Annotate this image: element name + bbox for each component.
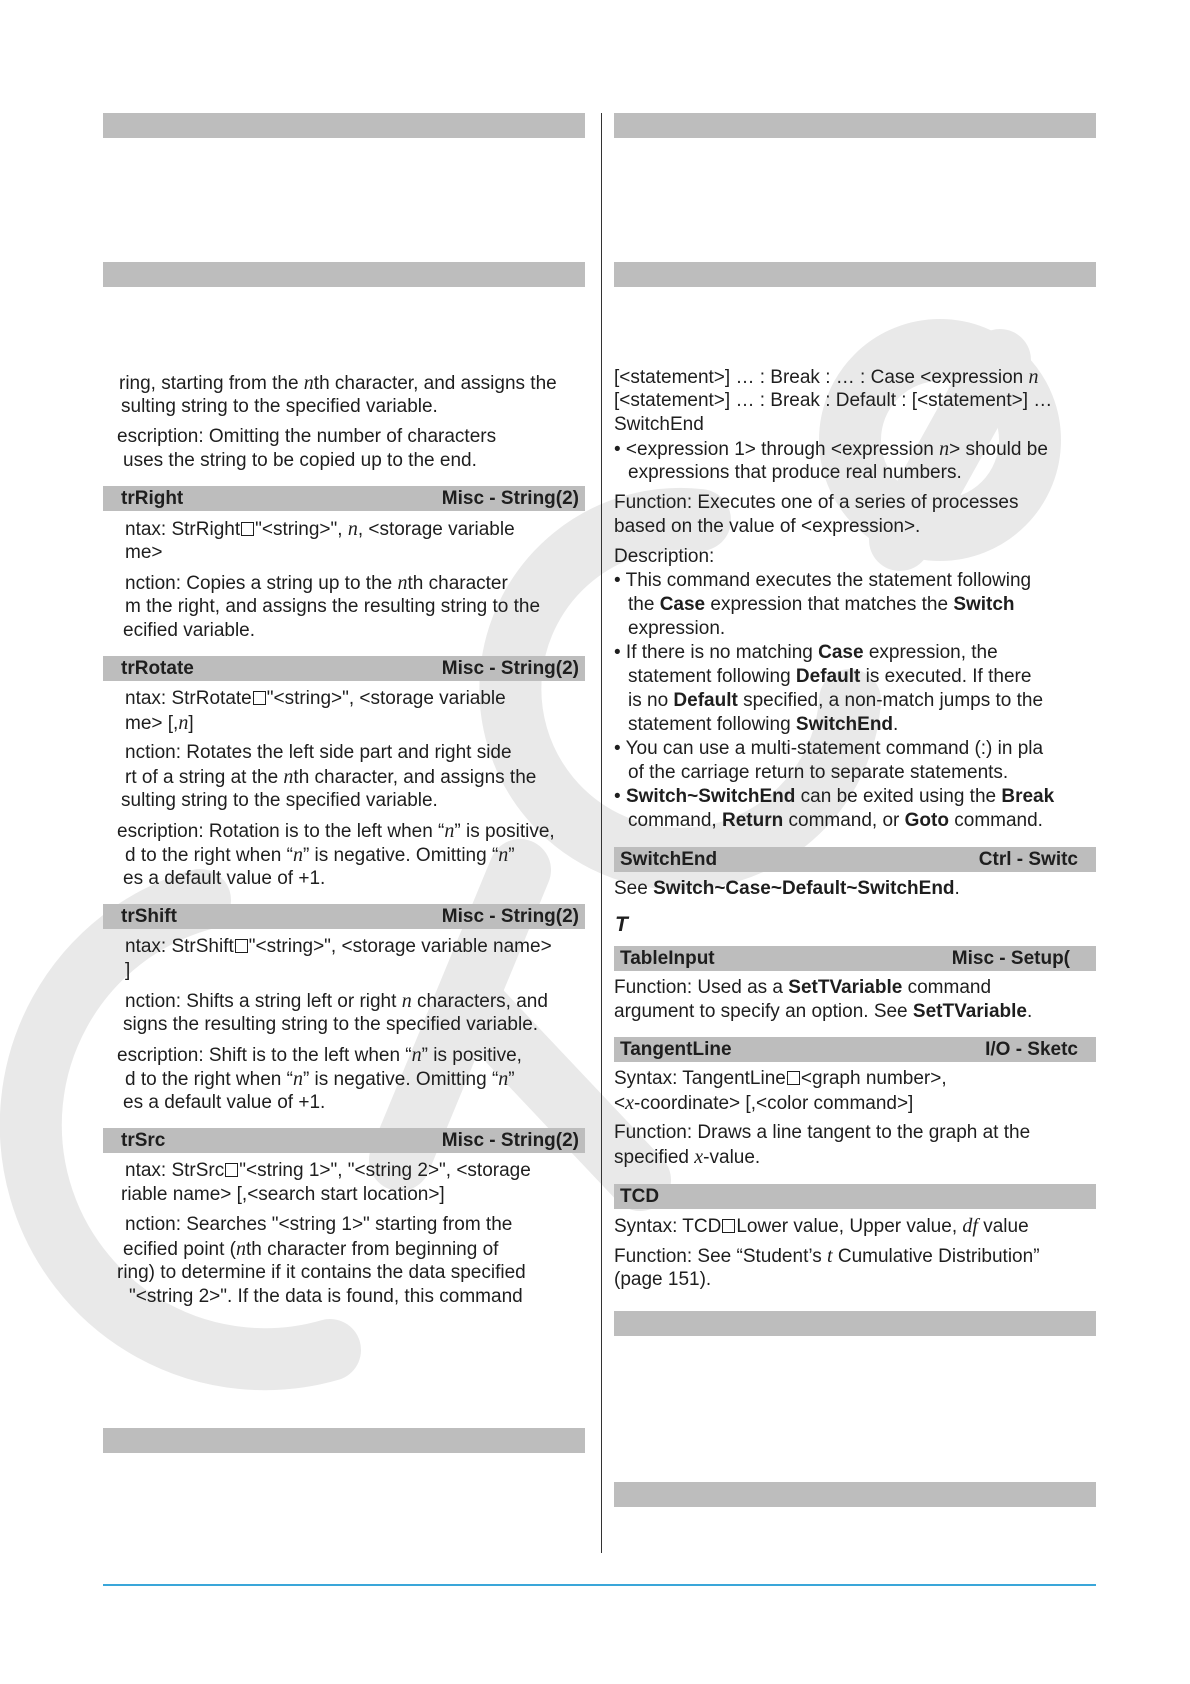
section-letter: T xyxy=(615,913,628,936)
function-line: ring) to determine if it contains the data specified xyxy=(117,1262,526,1283)
command-category: Misc - String(2) xyxy=(441,1130,579,1151)
function-line: Function: Executes one of a series of processes xyxy=(614,492,1019,513)
description-line: es a default value of +1. xyxy=(123,868,326,889)
syntax-line: ntax: StrShift "<string>", <storage variable name> xyxy=(125,936,552,957)
command-header-tcd xyxy=(614,1184,1096,1209)
bullet-line: • Switch~SwitchEnd can be exited using the Break xyxy=(614,786,1055,807)
body-line: sulting string to the specified variable. xyxy=(121,396,438,417)
command-name: TCD xyxy=(620,1186,660,1207)
function-line: ecified variable. xyxy=(123,620,256,641)
command-header-strshift xyxy=(103,904,585,929)
syntax-line: ntax: StrRotate "<string>", <storage variable xyxy=(125,688,506,709)
header-bar-blank xyxy=(614,262,1096,287)
function-line: rt of a string at the nth character, and assigns the xyxy=(125,766,537,788)
bullet-line: • This command executes the statement following xyxy=(614,570,1032,591)
syntax-line: ntax: StrSrc "<string 1>", "<string 2>", <storage xyxy=(125,1160,531,1181)
bullet-line: • If there is no matching Case expression, the xyxy=(614,642,998,663)
command-name: SwitchEnd xyxy=(620,849,718,870)
command-category: Misc - Setup( xyxy=(951,948,1070,969)
syntax-line: [<statement>] … : Break : Default : [<statement>] … xyxy=(614,390,1053,411)
header-bar-blank xyxy=(614,1482,1096,1507)
command-header-strright xyxy=(103,486,585,511)
description-line: escription: Shift is to the left when “n” is positive, xyxy=(117,1044,522,1066)
syntax-line: riable name> [,<search start location>] xyxy=(121,1184,445,1205)
function-line: Function: Draws a line tangent to the graph at the xyxy=(614,1122,1031,1143)
syntax-line: SwitchEnd xyxy=(614,414,704,435)
body-line: uses the string to be copied up to the end. xyxy=(123,450,477,471)
command-category: Misc - String(2) xyxy=(441,906,579,927)
space-symbol-icon xyxy=(235,939,248,953)
syntax-line: me> [,n] xyxy=(125,712,194,734)
command-category: Ctrl - Switc xyxy=(978,849,1078,870)
function-line: argument to specify an option. See SetTVariable. xyxy=(614,1001,1033,1022)
command-header-strsrc xyxy=(103,1128,585,1153)
function-line: nction: Shifts a string left or right n characters, and xyxy=(125,990,548,1012)
space-symbol-icon xyxy=(787,1071,800,1085)
syntax-line: ] xyxy=(125,960,131,981)
description-line: es a default value of +1. xyxy=(123,1092,326,1113)
function-line: Function: Used as a SetTVariable command xyxy=(614,977,992,998)
description-line: escription: Rotation is to the left when “n” is positive, xyxy=(117,820,555,842)
space-symbol-icon xyxy=(225,1163,238,1177)
description-label: Description: xyxy=(614,546,715,567)
syntax-line: me> xyxy=(125,542,163,563)
bullet-line: • <expression 1> through <expression n> should be xyxy=(614,438,1048,460)
function-line: signs the resulting string to the specified variable. xyxy=(123,1014,539,1035)
space-symbol-icon xyxy=(253,691,266,705)
function-line: (page 151). xyxy=(614,1269,712,1290)
command-header-tangentline xyxy=(614,1037,1096,1062)
space-symbol-icon xyxy=(722,1219,735,1233)
command-header-strrotate xyxy=(103,656,585,681)
bullet-line: command, Return command, or Goto command. xyxy=(628,810,1043,831)
function-line: nction: Rotates the left side part and right side xyxy=(125,742,512,763)
bullet-line: • You can use a multi-statement command (:) in pla xyxy=(614,738,1044,759)
bullet-line: expressions that produce real numbers. xyxy=(628,462,962,483)
header-bar-blank xyxy=(103,1428,585,1453)
command-name: trRotate xyxy=(121,658,194,679)
description-line: d to the right when “n” is negative. Omitting “n” xyxy=(125,844,515,866)
function-line: "<string 2>". If the data is found, this command xyxy=(129,1286,523,1307)
header-bar-blank xyxy=(103,262,585,287)
bullet-line: statement following SwitchEnd. xyxy=(628,714,899,735)
function-line: ecified point (nth character from beginning of xyxy=(123,1238,499,1260)
function-line: Function: See “Student’s t Cumulative Distribution” xyxy=(614,1245,1040,1267)
function-line: nction: Searches "<string 1>" starting from the xyxy=(125,1214,513,1235)
body-line: escription: Omitting the number of characters xyxy=(117,426,497,447)
body-line: ring, starting from the nth character, and assigns the xyxy=(119,372,557,394)
function-line: based on the value of <expression>. xyxy=(614,516,921,537)
syntax-line: Syntax: TangentLine <graph number>, xyxy=(614,1068,947,1089)
space-symbol-icon xyxy=(241,522,254,536)
bullet-line: statement following Default is executed. If there xyxy=(628,666,1032,687)
description-line: d to the right when “n” is negative. Omitting “n” xyxy=(125,1068,515,1090)
header-bar-blank xyxy=(103,113,585,138)
command-header-tableinput xyxy=(614,946,1096,971)
function-line: nction: Copies a string up to the nth character xyxy=(125,572,508,594)
bullet-line: is no Default specified, a non-match jumps to the xyxy=(628,690,1044,711)
syntax-line: Syntax: TCD Lower value, Upper value, df value xyxy=(614,1215,1029,1237)
see-also-line: See Switch~Case~Default~SwitchEnd. xyxy=(614,878,960,899)
bullet-line: of the carriage return to separate statements. xyxy=(628,762,1009,783)
bullet-line: expression. xyxy=(628,618,726,639)
footer-rule xyxy=(103,1584,1096,1586)
header-bar-blank xyxy=(614,1311,1096,1336)
command-name: TangentLine xyxy=(620,1039,732,1060)
command-header-switchend xyxy=(614,847,1096,872)
command-name: TableInput xyxy=(620,948,715,969)
column-divider xyxy=(601,113,602,1553)
syntax-line: ntax: StrRight "<string>", n, <storage variable xyxy=(125,518,515,540)
command-name: trSrc xyxy=(121,1130,166,1151)
function-line: m the right, and assigns the resulting string to the xyxy=(125,596,541,617)
function-line: sulting string to the specified variable. xyxy=(121,790,438,811)
command-name: trShift xyxy=(121,906,177,927)
command-category: I/O - Sketc xyxy=(985,1039,1078,1060)
syntax-line: [<statement>] … : Break : … : Case <expression n xyxy=(614,366,1039,388)
command-category: Misc - String(2) xyxy=(441,488,579,509)
command-category: Misc - String(2) xyxy=(441,658,579,679)
syntax-line: <x-coordinate> [,<color command>] xyxy=(614,1092,914,1114)
function-line: specified x-value. xyxy=(614,1146,761,1168)
bullet-line: the Case expression that matches the Switch xyxy=(628,594,1015,615)
command-name: trRight xyxy=(121,488,184,509)
header-bar-blank xyxy=(614,113,1096,138)
